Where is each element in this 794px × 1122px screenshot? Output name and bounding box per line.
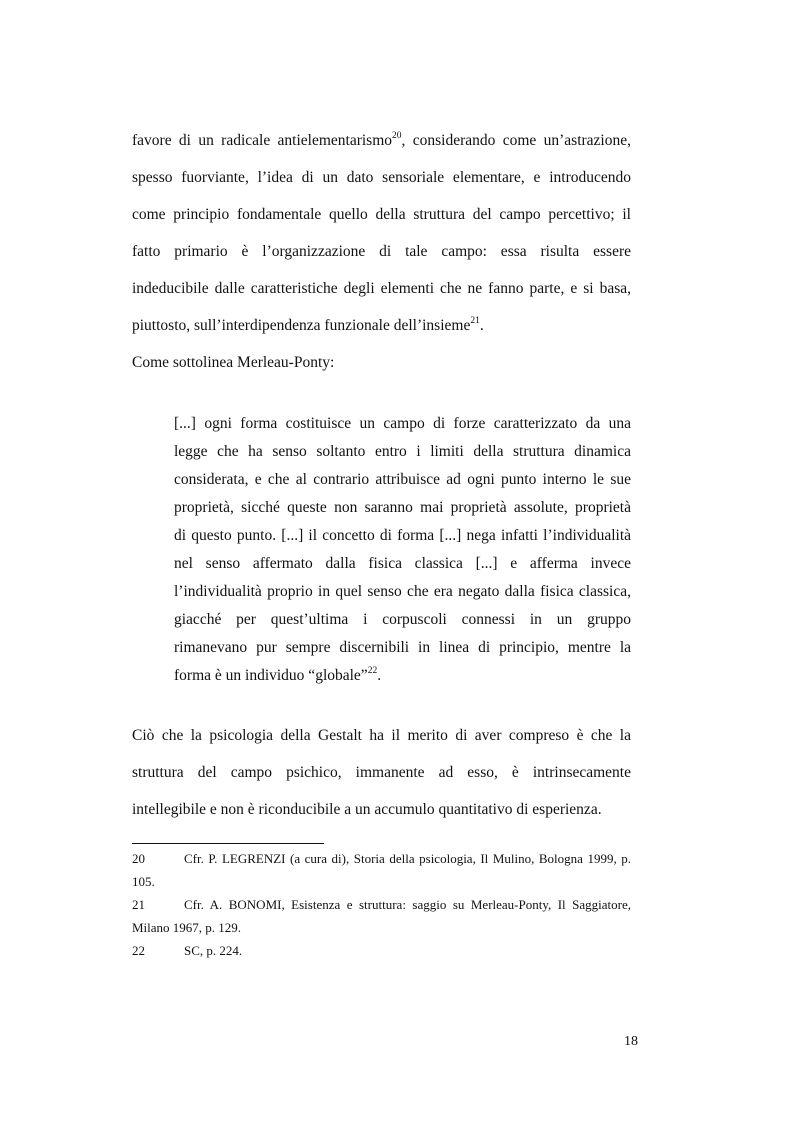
footnote-reference: 20 bbox=[392, 131, 402, 141]
quote-line: considerata, e che al contrario attribuisce ad ogni punto interno le sue bbox=[174, 471, 631, 488]
footnote-separator bbox=[132, 843, 324, 844]
body-line: struttura del campo psichico, immanente ad esso, è intrinsecamente bbox=[132, 764, 631, 781]
footnote-text: Cfr. P. LEGRENZI (a cura di), Storia della psicologia, Il Mulino, Bologna 1999, p. bbox=[184, 851, 631, 866]
quote-line: nel senso affermato dalla fisica classica [...] e afferma invece bbox=[174, 555, 631, 572]
quote-intro: Come sottolinea Merleau-Ponty: bbox=[132, 354, 335, 371]
quote-line: di questo punto. [...] il concetto di forma [...] nega infatti l’individualità bbox=[174, 527, 631, 544]
quote-line: giacché per quest’ultima i corpuscoli connessi in un gruppo bbox=[174, 611, 631, 628]
body-line: come principio fondamentale quello della struttura del campo percettivo; il bbox=[132, 206, 631, 223]
quote-line: proprietà, sicché queste non saranno mai proprietà assolute, proprietà bbox=[174, 499, 631, 516]
quote-line: [...] ogni forma costituisce un campo di forze caratterizzato da una bbox=[174, 415, 631, 432]
footnote-number: 21 bbox=[132, 897, 145, 912]
body-line: Ciò che la psicologia della Gestalt ha il merito di aver compreso è che la bbox=[132, 727, 631, 744]
footnote-continuation: Milano 1967, p. 129. bbox=[132, 920, 242, 935]
footnote-reference: 21 bbox=[470, 316, 480, 326]
footnote-number: 20 bbox=[132, 851, 145, 866]
body-line: indeducibile dalle caratteristiche degli elementi che ne fanno parte, e si basa, bbox=[132, 280, 631, 297]
body-line: spesso fuorviante, l’idea di un dato sensoriale elementare, e introducendo bbox=[132, 169, 631, 186]
footnote-text: SC, p. 224. bbox=[184, 943, 243, 958]
body-line: piuttosto, sull’interdipendenza funzionale dell’insieme$^{21}$. bbox=[132, 316, 484, 334]
footnote-continuation: 105. bbox=[132, 874, 155, 889]
quote-line: l’individualità proprio in quel senso che era negato dalla fisica classica, bbox=[174, 583, 631, 600]
page-number: 18 bbox=[624, 1034, 638, 1049]
quote-line: forma è un individuo “globale”$^{22}$. bbox=[174, 666, 382, 684]
body-line: fatto primario è l’organizzazione di tale campo: essa risulta essere bbox=[132, 243, 631, 260]
footnote-reference: 22 bbox=[367, 666, 378, 676]
quote-line: rimanevano pur sempre discernibili in linea di principio, mentre la bbox=[174, 639, 631, 656]
quote-line: legge che ha senso soltanto entro i limiti della struttura dinamica bbox=[174, 443, 631, 460]
body-line: favore di un radicale antielementarismo$^{20}$, considerando come un’astrazione, bbox=[132, 131, 631, 149]
body-line: intellegibile e non è riconducibile a un accumulo quantitativo di esperienza. bbox=[132, 801, 602, 818]
footnote-text: Cfr. A. BONOMI, Esistenza e struttura: saggio su Merleau-Ponty, Il Saggiatore, bbox=[184, 897, 631, 912]
footnote-number: 22 bbox=[132, 943, 145, 958]
